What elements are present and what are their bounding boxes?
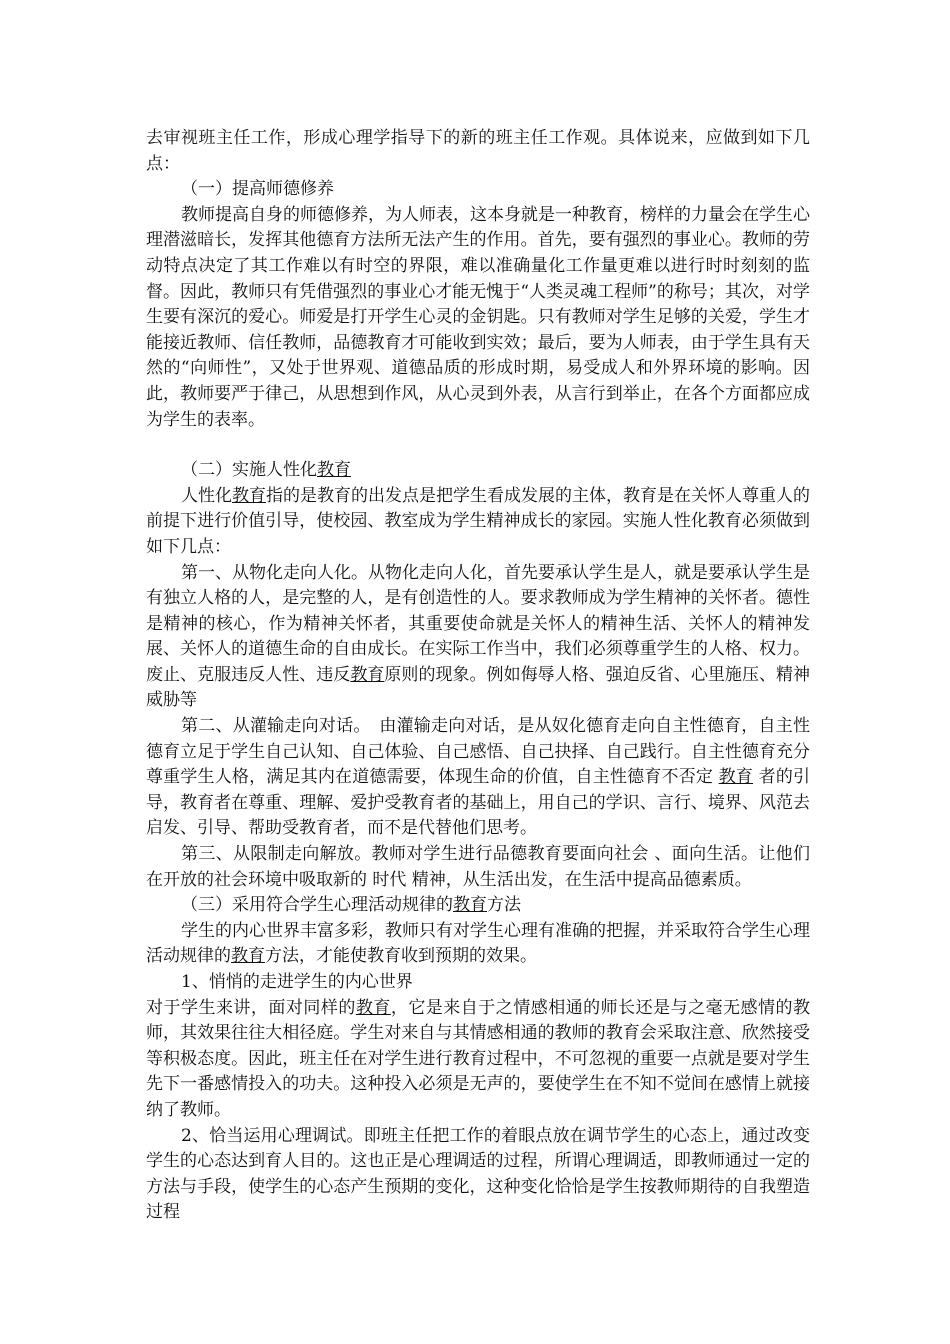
section-heading-3 xyxy=(146,893,810,919)
paragraph-text: 第一、从物化走向人化。从物化走向人化，首先要承认学生是人，就是要承认学生是有独立人格的人，是完整的人，是有创造性的人。要求教师成为学生精神的关怀者。德性是精神的核心，作为精神关怀者，其重要使命就是关怀人的精神生活、关怀人的精神发展、关怀人的道德生命的自由成长。在实际工作当中，我们必须尊重学生的人格、权力。废止、克服违反人性、违反 xyxy=(146,562,810,685)
humanized-paragraph xyxy=(146,484,810,561)
second-point-paragraph xyxy=(146,714,810,842)
paragraph-text: 第二、从灌输走向对话。 由灌输走向对话，是从奴化德育走向自主性德育，自主性德育立足于学生自己认知、自己体验、自己感悟、自己抉择、自己践行。自主性德育充分尊重学生人格，满足其内在道德需要，体现生命的价值，自主性德育不否定 xyxy=(146,716,810,788)
heading-2-text: （二）实施人性化 xyxy=(181,460,317,481)
paragraph-text: 指的是教育的出发点是把学生看成发展的主体，教育是在关怀人尊重人的前提下进行价值引导，使校园、教室成为学生精神成长的家园。实施人性化教育必须做到如下几点： xyxy=(146,485,810,557)
education-link[interactable]: 教育 xyxy=(718,767,754,788)
blank-line xyxy=(146,433,810,458)
paragraph-text: 方法，才能使教育收到预期的效果。 xyxy=(265,946,537,967)
section-heading-2 xyxy=(146,458,810,484)
education-link[interactable]: 教育 xyxy=(355,997,391,1018)
paragraph-text: 学生的内心世界丰富多彩，教师只有对学生心理有准确的把握，并采取符合学生心理活动规律的 xyxy=(146,920,810,967)
first-point-paragraph xyxy=(146,561,810,715)
document-page xyxy=(146,126,810,1226)
subheading-1: 1、悄悄的走进学生的内心世界 xyxy=(181,972,413,992)
section-heading-1: （一）提高师德修养 xyxy=(181,179,334,200)
education-link[interactable]: 教育 xyxy=(350,664,385,685)
paragraph-text: 者的引导，教育者在尊重、理解、爱护受教育者的基础上，用自己的学识、言行、境界、风范去启发、引导、帮助受教育者，而不是代替他们思考。 xyxy=(146,767,811,839)
education-link[interactable]: 教育 xyxy=(317,460,351,481)
psychology-paragraph xyxy=(146,919,810,970)
education-link[interactable]: 教育 xyxy=(232,485,266,506)
adjustment-paragraph: 2、恰当运用心理调试。即班主任把工作的着眼点放在调节学生的心态上，通过改变学生的心态达到育人目的。这也正是心理调适的过程，所谓心理调适，即教师通过一定的方法与手段，使学生的心态产生预期的变化，这种变化恰恰是学生按教师期待的自我塑造过程 xyxy=(146,1125,810,1223)
emotion-paragraph xyxy=(146,996,810,1124)
heading-3-text-end: 方法 xyxy=(487,895,521,916)
paragraph-text: ，它是来自于之情感相通的师长还是与之毫无感情的教师，其效果往往大相径庭。学生对来自与其情感相通的教师的教育会采取注意、欣然接受等积极态度。因此，班主任在对学生进行教育过程中，不可忽视的重要一点就是要对学生先下一番感情投入的功夫。这种投入必须是无声的，要使学生在不知不觉间在感情上就接纳了教师。 xyxy=(146,997,811,1120)
heading-3-text: （三）采用符合学生心理活动规律的 xyxy=(181,895,453,916)
third-point-paragraph: 第三、从限制走向解放。教师对学生进行品德教育要面向社会 、面向生活。让他们在开放的社会环境中吸取新的 时代 精神，从生活出发，在生活中提高品德素质。 xyxy=(146,844,810,890)
education-link[interactable]: 教育 xyxy=(231,946,265,967)
paragraph-text: 对于学生来讲，面对同样的 xyxy=(146,997,356,1018)
intro-paragraph: 去审视班主任工作，形成心理学指导下的新的班主任工作观。具体说来，应做到如下几点： xyxy=(146,128,810,174)
ethics-paragraph: 教师提高自身的师德修养，为人师表，这本身就是一种教育，榜样的力量会在学生心理潜滋暗长，发挥其他德育方法所无法产生的作用。首先，要有强烈的事业心。教师的劳动特点决定了其工作难以有时空的界限，难以准确量化工作量更难以进行时时刻刻的监督。因此，教师只有凭借强烈的事业心才能无愧于“人类灵魂工程师”的称号；其次，对学生要有深沉的爱心。师爱是打开学生心灵的金钥匙。只有教师对学生足够的关爱，学生才能接近教师、信任教师，品德教育才可能收到实效；最后，要为人师表，由于学生具有天然的“向师性”，又处于世界观、道德品质的形成时期，易受成人和外界环境的影响。因此，教师要严于律己，从思想到作风，从心灵到外表，从言行到举止，在各个方面都应成为学生的表率。 xyxy=(146,204,810,430)
paragraph-text: 人性化 xyxy=(181,485,232,506)
education-link[interactable]: 教育 xyxy=(453,895,487,916)
paragraph-text: 原则的现象。例如侮辱人格、强迫反省、心里施压、精神威胁等 xyxy=(146,664,811,711)
